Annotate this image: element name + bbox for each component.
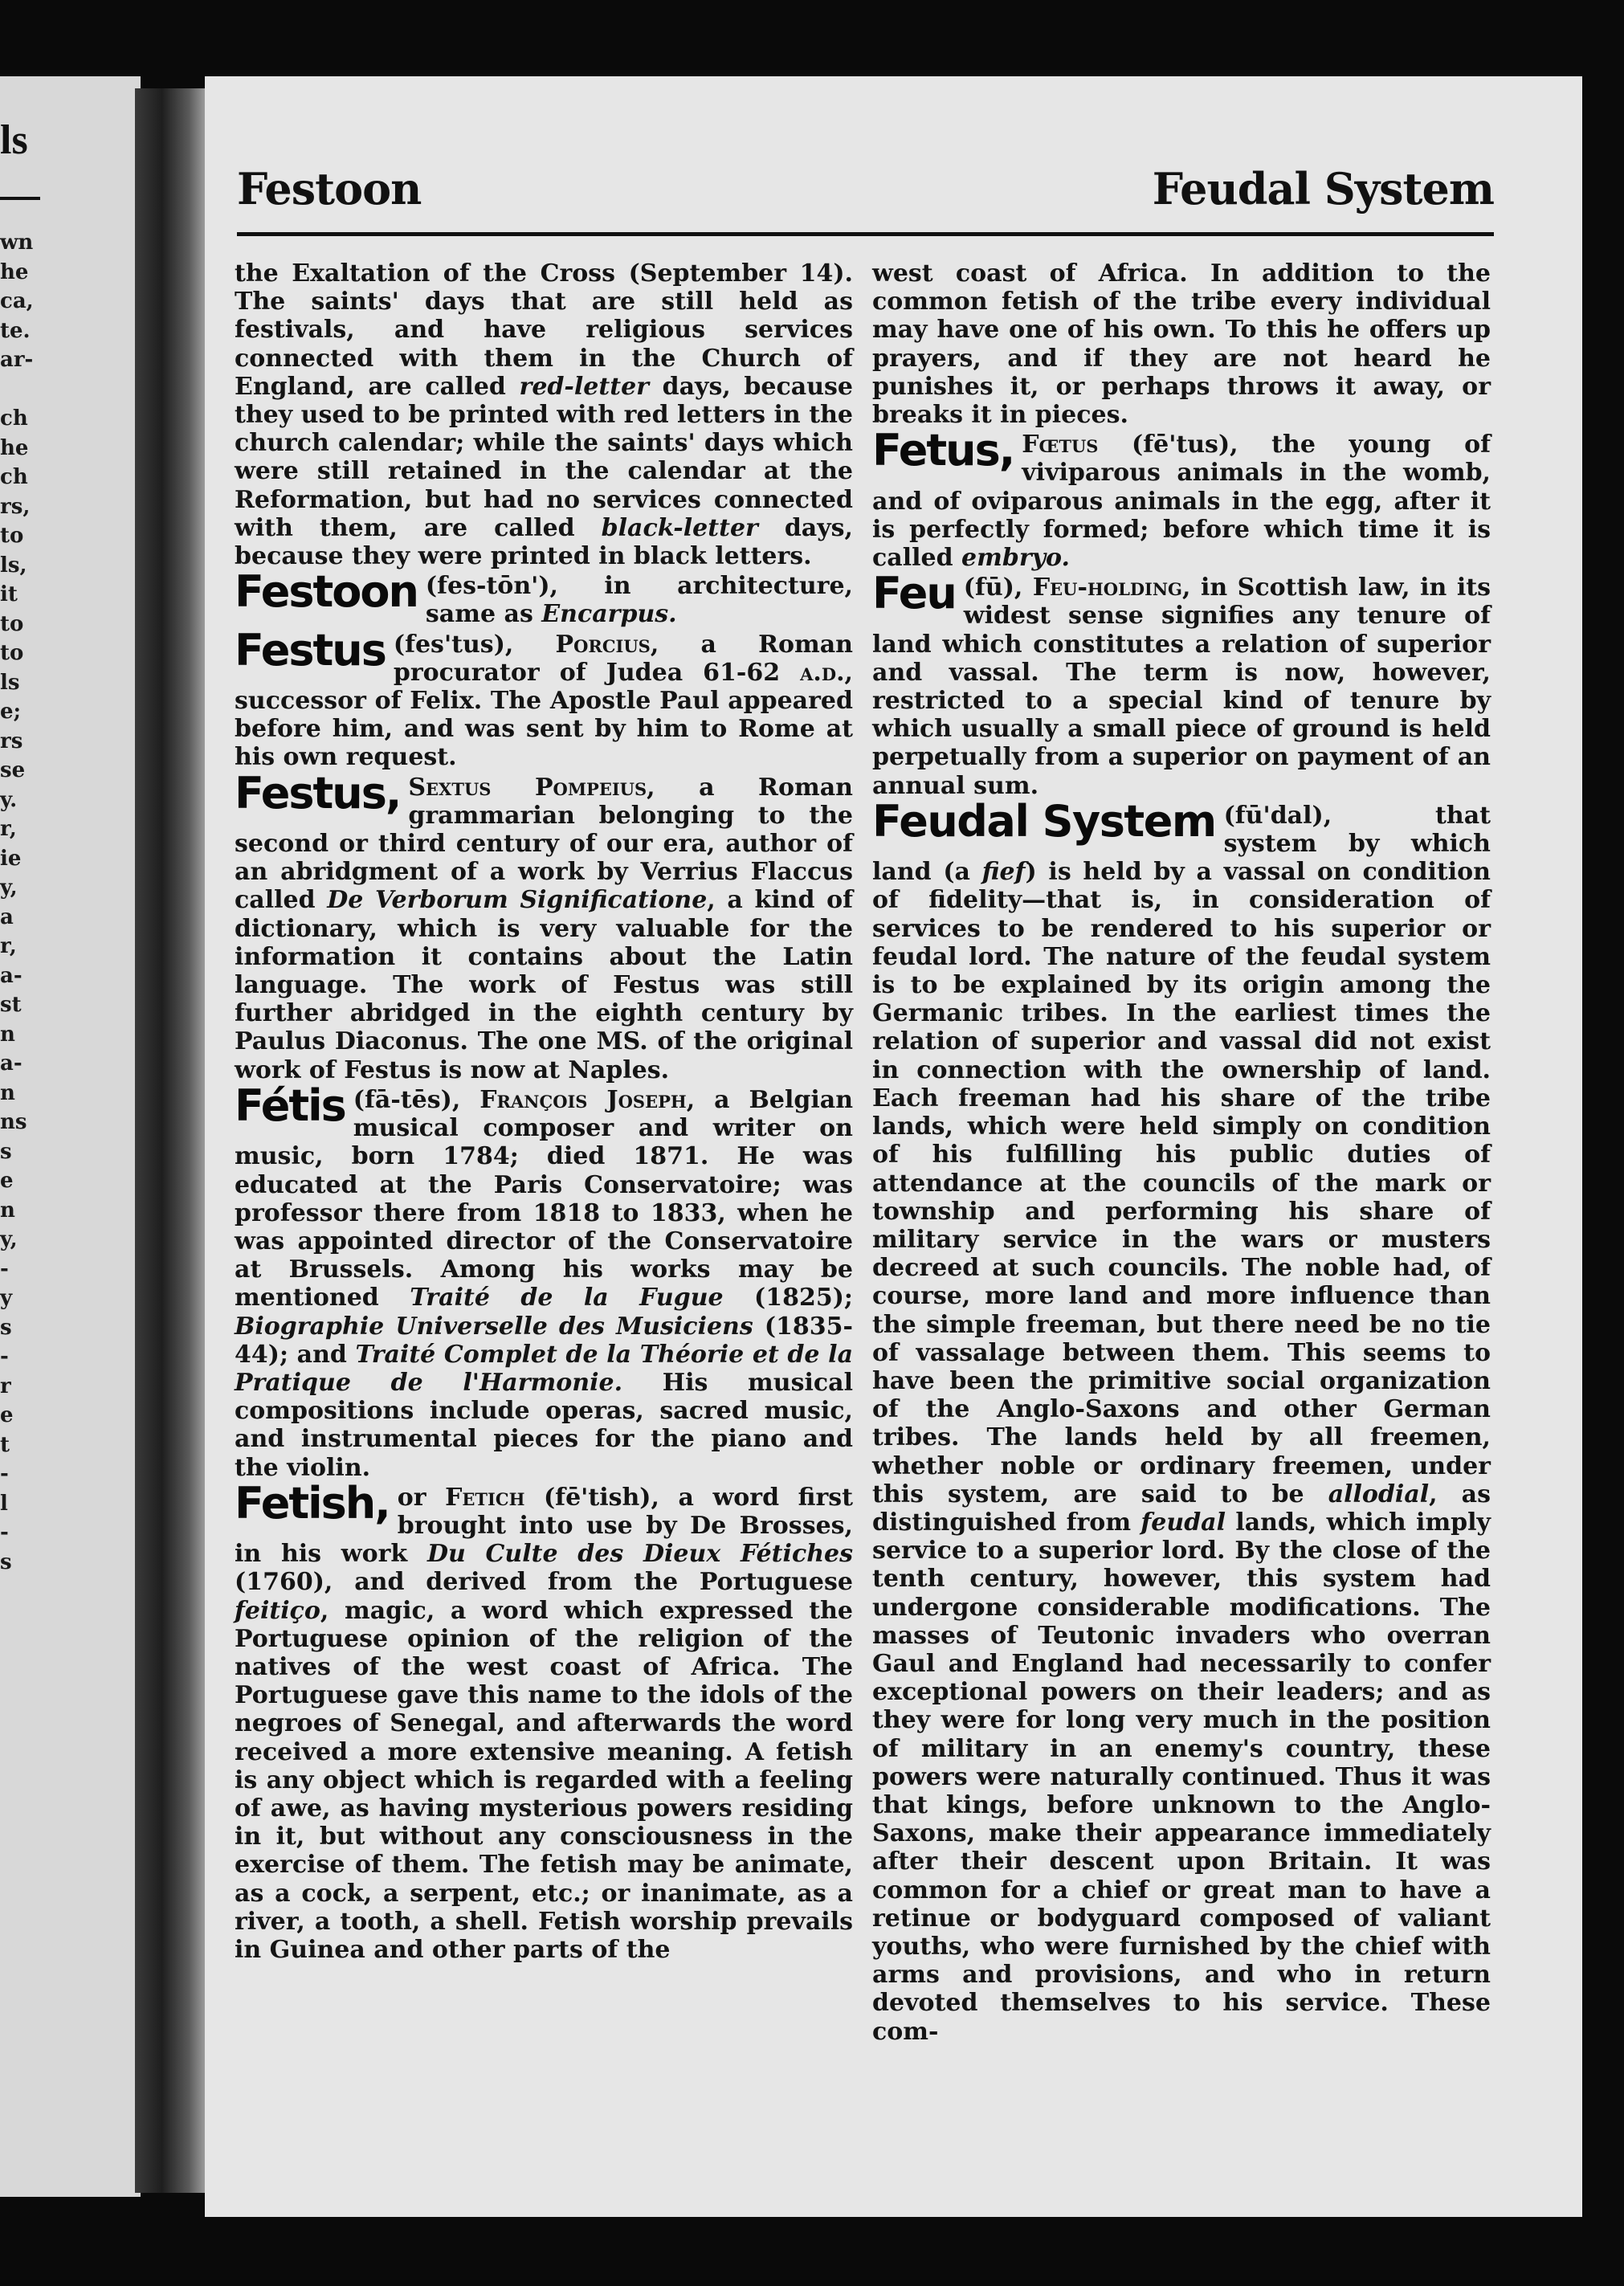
entry-festoon: Festoon (fes-tōn'), in architecture, same as Encarpus. [235, 566, 853, 629]
previous-page-fragment: - [0, 1345, 9, 1369]
running-header [237, 163, 1494, 219]
previous-page-fragment: e [0, 1169, 14, 1193]
entry-festus-sextus: Festus, Sextus Pompeius, a Roman grammarian belonging to the second or third century of our era, author of an abridgment of a work by Verrius Flaccus called De Verborum Significatione, a kind of dictionary, which is very valuable for the information it contains about the Latin language. The work of Festus was still further abridged in the eighth century by Paulus Diaconus. The one MS. of the original work of Festus is now at Naples. [235, 767, 853, 1084]
right-column [872, 259, 1491, 2047]
previous-page-fragment: r, [0, 934, 17, 958]
entry-fetish-continuation: west coast of Africa. In addition to the common fetish of the tribe every individual may have one of his own. To this he offers up prayers, and if they are not heard he punishes it, or perhaps throws it away, or breaks it in pieces. [872, 259, 1491, 430]
previous-page-fragment: s [0, 1549, 12, 1574]
previous-page-fragment: to [0, 611, 24, 636]
headword: Festus, [235, 767, 401, 818]
headword: Fetus, [872, 425, 1014, 476]
previous-page-fragment: ch [0, 406, 28, 431]
previous-page-fragment: s [0, 1315, 12, 1340]
previous-page-fragment: he [0, 435, 29, 460]
previous-page-fragment: r, [0, 817, 17, 841]
previous-page-fragment: n [0, 1198, 15, 1223]
previous-page-edge [0, 76, 141, 2197]
previous-page-fragment: to [0, 641, 24, 665]
entry-festus-porcius: Festus (fes'tus), Porcius, a Roman procurator of Judea 61-62 a.d., successor of Felix. The Apostle Paul appeared before him, and was sent by him to Rome at his own request. [235, 624, 853, 772]
previous-page-fragment: - [0, 1256, 9, 1281]
headword: Fétis [235, 1080, 345, 1131]
previous-page-fragment: t [0, 1432, 10, 1457]
previous-page-fragment: te. [0, 318, 31, 343]
previous-page-fragment: ls, [0, 553, 27, 578]
previous-page-fragment: ar- [0, 348, 34, 372]
previous-page-fragment: wn [0, 231, 34, 255]
previous-page-fragment: y, [0, 1227, 18, 1251]
previous-page-fragment: it [0, 582, 18, 606]
headword: Feudal System [872, 795, 1216, 847]
entry-fetus: Fetus, Fœtus (fē'tus), the young of viviparous animals in the womb, and of oviparous animals in the egg, after it is perfectly formed; before which time it is called embryo. [872, 425, 1491, 573]
previous-page-fragment: - [0, 1462, 9, 1486]
previous-page-fragment: a [0, 904, 14, 929]
previous-page-fragment: - [0, 1521, 9, 1545]
previous-page-header-rule [0, 197, 40, 200]
previous-page-fragment: st [0, 993, 22, 1017]
previous-page-fragment: n [0, 1080, 15, 1105]
previous-page-fragment: ns [0, 1110, 27, 1134]
previous-page-fragment: a- [0, 963, 22, 988]
header-right-guide-word: Feudal System [1152, 163, 1494, 214]
previous-page-fragment: y. [0, 787, 18, 812]
previous-page-fragment: rs, [0, 494, 31, 519]
previous-page-fragment: e [0, 1403, 14, 1427]
book-gutter [135, 88, 212, 2193]
entry-feu: Feu (fū), Feu-holding, in Scottish law, in its widest sense signifies any tenure of land which constitutes a relation of superior and vassal. The term is now, however, restricted to a special kind of tenure by which usually a small piece of ground is held perpetually from a superior on payment of an annual sum. [872, 568, 1491, 800]
entry-fetis: Fétis (fā-tēs), François Joseph, a Belgian musical composer and writer on music, born 1784; died 1871. He was educated at the Paris Conservatoire; was professor there from 1818 to 1833, when he was appointed director of the Conservatoire at Brussels. Among his works may be mentioned Traité de la Fugue (1825); Biographie Universelle des Musiciens (1835-44); and Traité Complet de la Théorie et de la Pratique de l'Harmonie. His musical compositions include operas, sacred music, and instrumental pieces for the piano and the violin. [235, 1080, 854, 1482]
previous-page-fragment: l [0, 1491, 8, 1516]
headword: Fetish, [235, 1477, 390, 1529]
previous-page-fragment: he [0, 259, 29, 284]
previous-page-fragment: n [0, 1022, 15, 1047]
headword: Festus [235, 624, 386, 676]
header-rule [237, 232, 1494, 236]
previous-page-fragment: ca, [0, 289, 34, 313]
entry-fetish: Fetish, or Fetich (fē'tish), a word first brought into use by De Brosses, in his work Du Culte des Dieux Fétiches (1760), and derived from the Portuguese feitiço, magic, a word which expressed the Portuguese opinion of the religion of the natives of the west coast of Africa. The Portuguese gave this name to the idols of the negroes of Senegal, and afterwards the word received a more extensive meaning. A fetish is any object which is regarded with a feeling of awe, as having mysterious powers residing in it, but without any consciousness in the exercise of them. The fetish may be animate, as a cock, a serpent, etc.; or inanimate, as a river, a tooth, a shell. Fetish worship prevails in Guinea and other parts of the [235, 1477, 853, 1964]
previous-page-fragment: ls [0, 670, 20, 695]
previous-page-fragment: y [0, 1286, 13, 1310]
previous-page-fragment: e; [0, 700, 22, 724]
previous-page-fragment: r [0, 1374, 11, 1398]
previous-page-fragment: ch [0, 465, 28, 489]
previous-page-header-fragment: ls [0, 117, 28, 163]
headword: Feu [872, 568, 956, 619]
header-left-guide-word: Festoon [237, 163, 422, 214]
previous-page-fragment: se [0, 758, 26, 782]
entry-feudal-system: Feudal System (fū'dal), that system by which land (a fief) is held by a vassal on condition of fidelity—that is, in consideration of services to be rendered to his superior or feudal lord. The nature of the feudal system is to be explained by its origin among the Germanic tribes. In the earliest times the relation of superior and vassal did not exist in connection with the ownership of land. Each freeman had his share of the tribe lands, which were held simply on condition of his fulfilling his public duties of attendance at the councils of the mark or township and performing his share of military service in the wars or musters decreed at such councils. The noble had, of course, more land and more influence than the simple freeman, but there need be no tie of vassalage between them. This seems to have been the primitive social organization of the Anglo-Saxons and other German tribes. The lands held by all freemen, whether noble or ordinary freemen, under this system, are said to be allodial, as distinguished from feudal lands, which imply service to a superior lord. By the close of the tenth century, however, this system had undergone considerable modifications. The masses of Teutonic invaders who overran Gaul and England had necessarily to confer exceptional powers on their leaders; and as they were for long very much in the position of military in an enemy's country, these powers were naturally continued. Thus it was that kings, before unknown to the Anglo-Saxons, make their appearance immediately after their descent upon Britain. It was common for a chief or great man to have a retinue or bodyguard composed of valiant youths, who were furnished by the chief with arms and provisions, and who in return devoted themselves to his service. These com- [872, 795, 1491, 2046]
previous-page-fragment: y, [0, 876, 18, 900]
left-column [235, 259, 853, 1966]
previous-page-fragment: to [0, 524, 24, 548]
previous-page-fragment: rs [0, 729, 23, 753]
previous-page-fragment: a- [0, 1051, 22, 1076]
entry-continuation: the Exaltation of the Cross (September 14). The saints' days that are still held as festivals, and have religious services connected with them in the Church of England, are called red-letter days, because they used to be printed with red letters in the church calendar; while the saints' days which were still retained in the calendar at the Reformation, but had no services connected with them, are called black-letter days, because they were printed in black letters. [235, 259, 853, 571]
previous-page-fragment: ie [0, 846, 22, 871]
headword: Festoon [235, 566, 418, 618]
previous-page-fragment: s [0, 1139, 12, 1164]
